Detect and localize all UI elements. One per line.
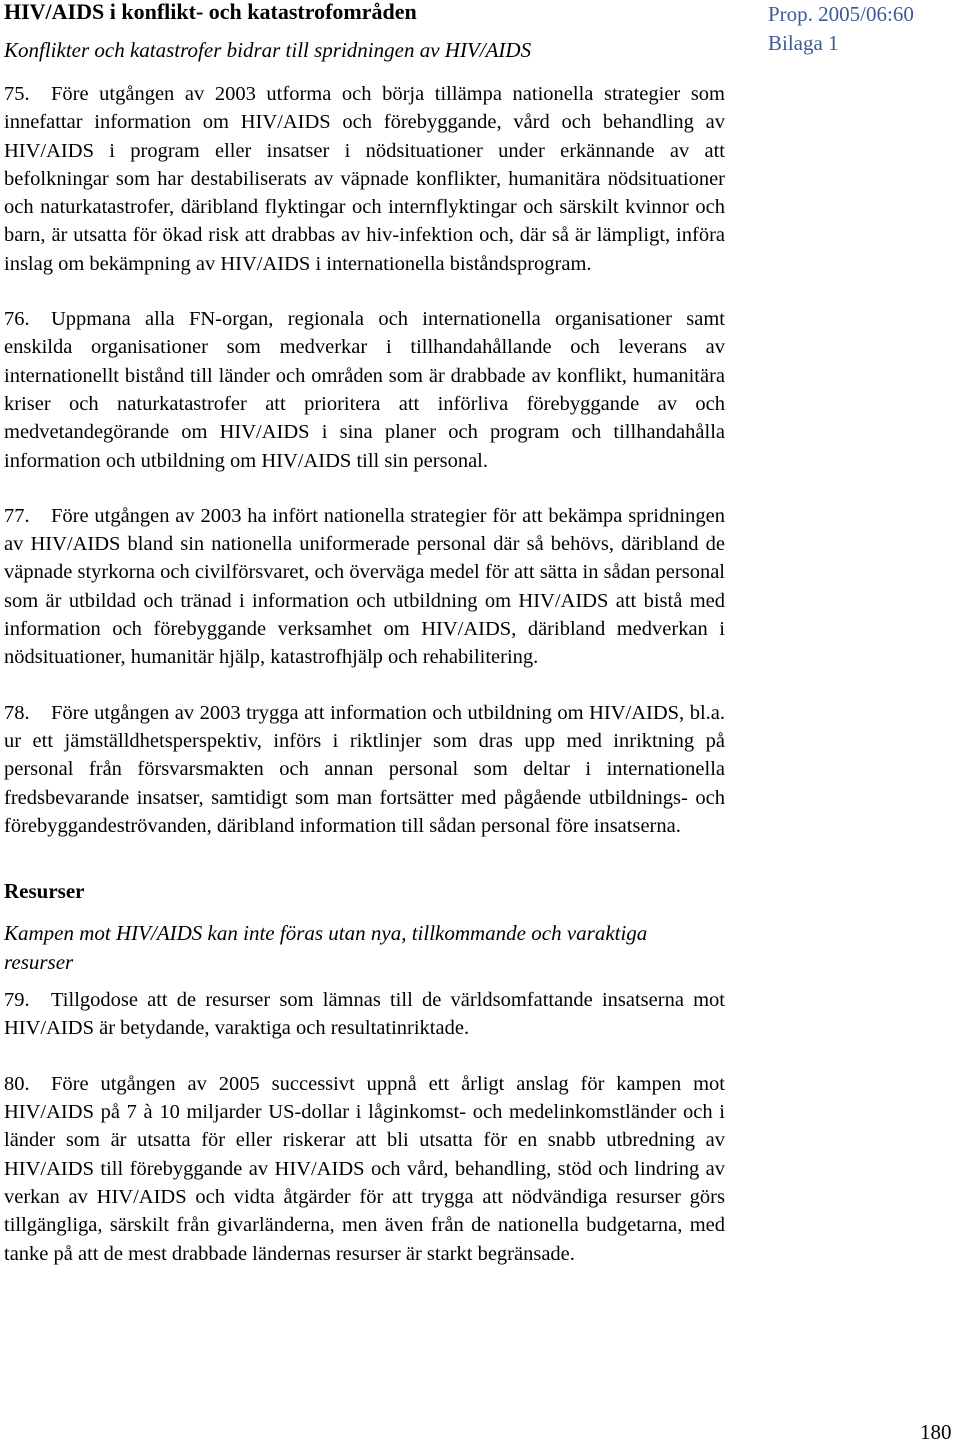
- document-reference: [768, 0, 914, 58]
- paragraph-number: 79.: [4, 989, 30, 1012]
- paragraph-text: Före utgången av 2003 trygga att information och utbildning om HIV/AIDS, bl.a. ur ett jämställdhetsperspektiv, införs i riktlinjer som dras upp med inriktning på personal från försvarsmakten och annan personal som deltar i internationella fredsbevarande insatser, samtidigt som man fortsätter med pågående utbildnings- och förebyggandeströvanden, däribland information till sådan personal före insatserna.: [4, 701, 725, 837]
- numbered-paragraph: [4, 1070, 725, 1268]
- document-body: [4, 80, 725, 1295]
- page-header-subtitle: Konflikter och katastrofer bidrar till spridningen av HIV/AIDS: [4, 38, 532, 62]
- numbered-paragraph: [4, 986, 725, 1043]
- numbered-paragraph: [4, 305, 725, 475]
- section-heading: Resurser: [4, 879, 85, 904]
- paragraph-number: 80.: [4, 1072, 30, 1095]
- paragraph-number: 78.: [4, 701, 30, 724]
- appendix-label: Bilaga 1: [768, 31, 839, 55]
- page-number: 180: [920, 1420, 952, 1444]
- paragraph-list: [4, 80, 725, 840]
- paragraph-list: [4, 986, 725, 1268]
- paragraph-text: Före utgången av 2003 utforma och börja tillämpa nationella strategier som innefattar information om HIV/AIDS och förebyggande, vård och behandling av HIV/AIDS i program eller insatser i nödsituationer under erkännande av att befolkningar som har destabiliserats av väpnade konflikter, humanitära nödsituationer och naturkatastrofer, däribland flyktingar och internflyktingar och särskilt kvinnor och barn, är utsatta för ökad risk att drabbas av hiv-infektion och, där så är lämpligt, införa inslag om bekämpning av HIV/AIDS i internationella biståndsprogram.: [4, 83, 725, 275]
- paragraph-number: 77.: [4, 504, 30, 527]
- paragraph-number: 75.: [4, 83, 30, 105]
- paragraph-text: Tillgodose att de resurser som lämnas till de världsomfattande insatserna mot HIV/AIDS är betydande, varaktiga och resultatinriktade.: [4, 989, 725, 1040]
- paragraph-text: Uppmana alla FN-organ, regionala och internationella organisationer samt enskilda organisationer som medverkar i tillhandahållande och leverans av internationellt bistånd till länder och områden som är drabbade av konflikt, humanitära kriser och naturkatastrofer att prioritera att införliva förebyggande av och medvetandegörande om HIV/AIDS i sina planer och program och tillhandahålla information och utbildning om HIV/AIDS till sin personal.: [4, 308, 725, 472]
- numbered-paragraph: [4, 699, 725, 840]
- section-subheading: Kampen mot HIV/AIDS kan inte föras utan nya, tillkommande och varaktiga resurser: [4, 921, 648, 974]
- proposition-number: Prop. 2005/06:60: [768, 2, 914, 26]
- page-header-title: HIV/AIDS i konflikt- och katastrofområden: [4, 0, 417, 24]
- paragraph-number: 76.: [4, 308, 30, 331]
- paragraph-text: Före utgången av 2003 ha infört nationella strategier för att bekämpa spridningen av HIV/AIDS bland sin nationella uniformerade personal där så behövs, däribland de väpnade styrkorna och civilförsvaret, och överväga medel för att sätta in sådan personal som är utbildad och tränad i information och utbildning om HIV/AIDS att bistå med information och förebyggande verksamhet om HIV/AIDS, däribland medverkan i nödsituationer, humanitär hjälp, katastrofhjälp och rehabilitering.: [4, 504, 725, 669]
- numbered-paragraph: [4, 80, 725, 278]
- numbered-paragraph: [4, 502, 725, 672]
- paragraph-text: Före utgången av 2005 successivt uppnå ett årligt anslag för kampen mot HIV/AIDS på 7 à 10 miljarder US-dollar i låginkomst- och medelinkomstländer och i länder som är utsatta för eller riskerar att bli utsatta för en snabb utbredning av HIV/AIDS till förebyggande av HIV/AIDS och vård, behandling, stöd och lindring av verkan av HIV/AIDS och vidta åtgärder för att trygga att nödvändiga resurser görs tillgängliga, särskilt från givarländerna, men även från de nationella budgetarna, med tanke på att de mest drabbade ländernas resurser är starkt begränsade.: [4, 1072, 725, 1265]
